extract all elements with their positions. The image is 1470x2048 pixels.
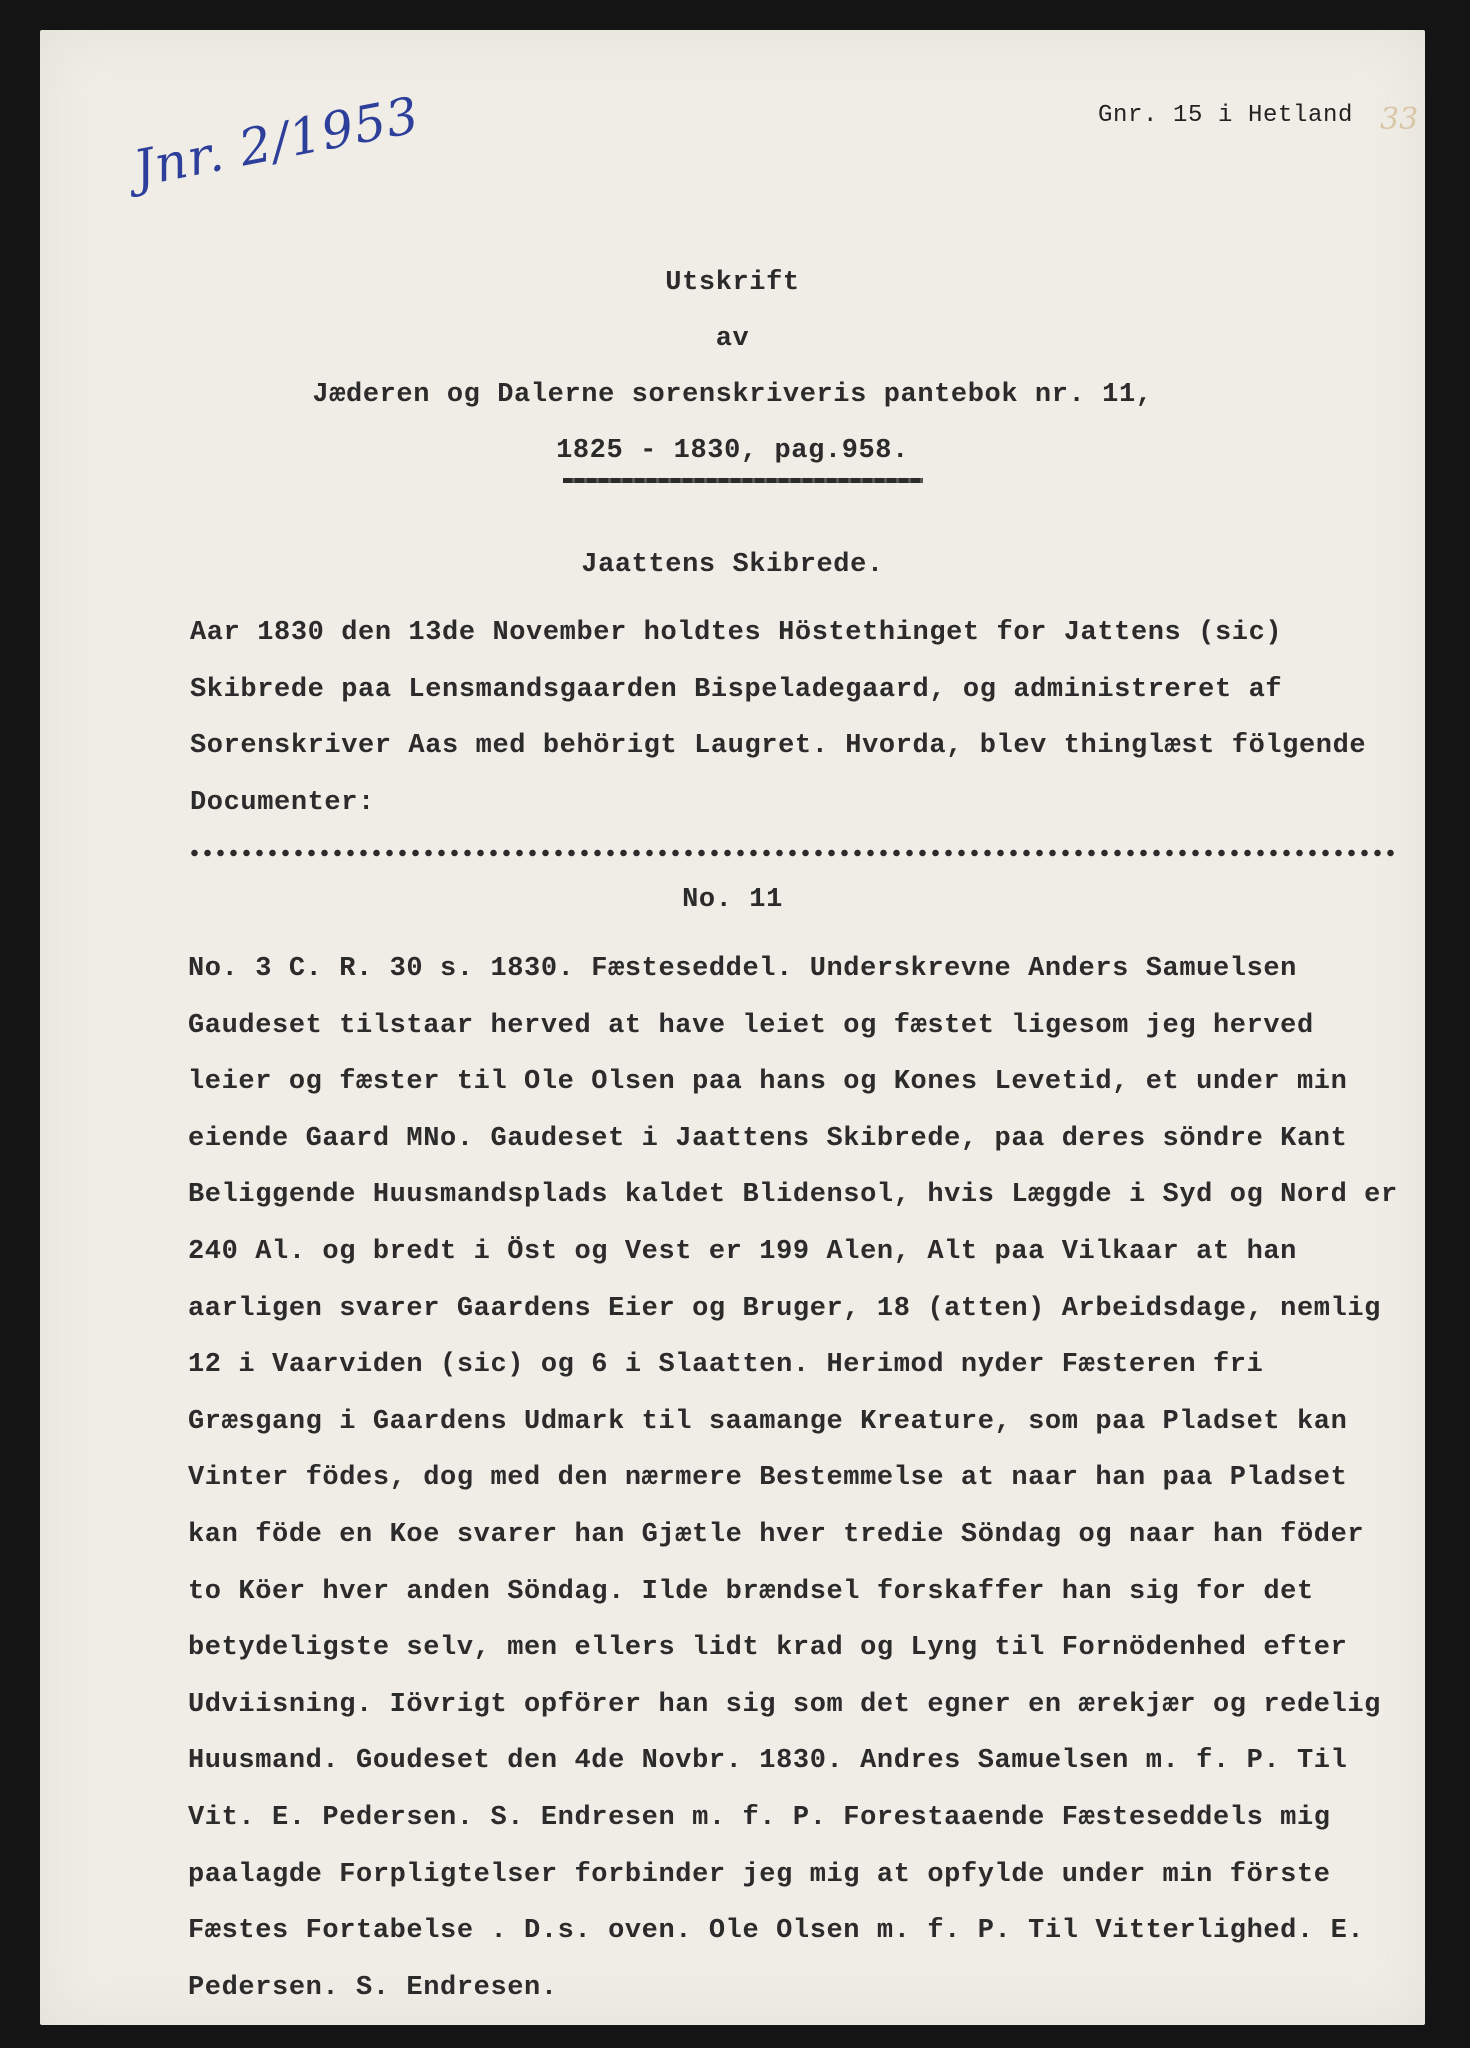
handwritten-journal-note: Jnr. 2/1953 [128, 85, 425, 198]
section-heading: Jaattens Skibrede. [581, 550, 884, 580]
source-book: Jæderen og Dalerne sorenskriveris pantebok nr. 11, [312, 380, 1153, 410]
document-title: Utskrift [665, 268, 800, 298]
title-connector: av [715, 324, 750, 354]
entry-text: No. 3 C. R. 30 s. 1830. Fæsteseddel. Underskrevne Anders Samuelsen Gaudeset tilstaar herved at have leiet og fæstet ligesom jeg herved leier og fæster til Ole Olsen paa hans og Kones Levetid, et under min eiende Gaard MNo. Gaudeset i Jaattens Skibrede, paa deres söndre Kant Beliggende Huusmandsplads kaldet Blidensol, hvis Læggde i Syd og Nord er 240 Al. og bredt i Öst og Vest er 199 Alen, Alt paa Vilkaar at han aarligen svarer Gaardens Eier og Bruger, 18 (atten) Arbeidsdage, nemlig 12 i Vaarviden (sic) og 6 i Slaatten. Herimod nyder Fæsteren fri Græsgang i Gaardens Udmark til saamange Kreature, som paa Pladset kan Vinter födes, dog med den nærmere Bestemmelse at naar han paa Pladset kan föde en Koe svarer han Gjætle hver tredie Söndag og naar han föder to Köer hver anden Söndag. Ilde brændsel forskaffer han sig for det betydeligste selv, men ellers lidt krad og Lyng til Fornödenhed efter Udviisning. Iövrigt opförer han sig som det egner en ærekjær og redelig Huusmand. Goudeset den 4de Novbr. 1830. Andres Samuelsen m. f. P. Til Vit. E. Pedersen. S. Endresen m. f. P. Forestaaende Fæsteseddels mig paalagde Forpligtelser forbinder jeg mig at opfylde under min förste Fæstes Fortabelse . D.s. oven. Ole Olsen m. f. P. Til Vitterlighed. E. Pedersen. S. Endresen. [188, 954, 1398, 2003]
dotted-separator [188, 842, 1396, 864]
title-underline [563, 478, 923, 483]
page-mark: 33 [1380, 102, 1419, 137]
farm-reference: Gnr. 15 i Hetland [1098, 102, 1354, 129]
intro-paragraph: Aar 1830 den 13de November holdtes Höstethinget for Jattens (sic) Skibrede paa Lensmandsgaarden Bispeladegaard, og administreret af Sorenskriver Aas med behörigt Laugret. Hvorda, blev thinglæst fölgende Documenter: [190, 618, 1367, 818]
entry-number: No. 11 [682, 885, 783, 915]
source-pages: 1825 - 1830, pag.958. [556, 436, 909, 466]
document-page [40, 30, 1425, 2025]
